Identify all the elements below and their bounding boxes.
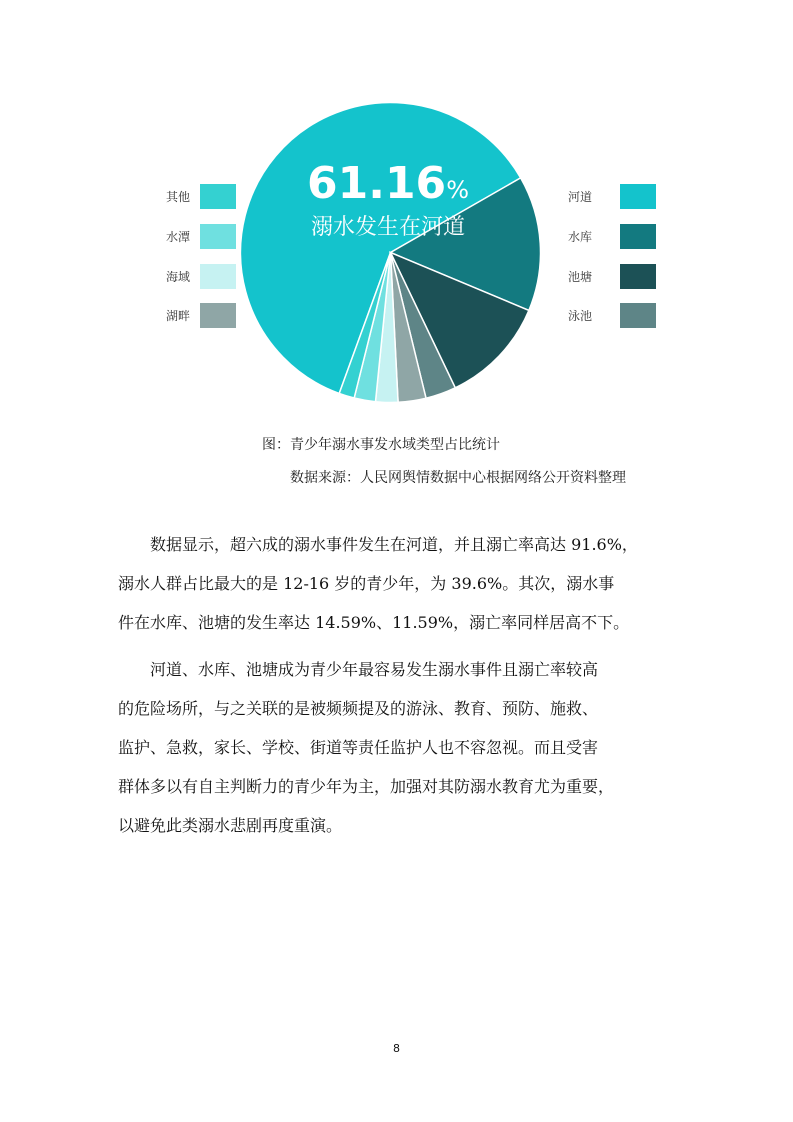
figure-caption: 图：青少年溺水事发水域类型占比统计 [262,437,500,453]
legend-swatch [200,184,236,209]
legend-swatch [620,224,656,249]
paragraph-1 [118,525,678,642]
legend-item-pool-pond [144,224,236,249]
legend-label: 池塘 [568,270,593,284]
pie-big-number: 61.16% [307,158,469,209]
legend-label: 湖畔 [165,309,190,323]
page-number: 8 [393,1042,400,1055]
legend-label: 海域 [165,270,190,284]
paragraph-line: 监护、急救，家长、学校、街道等责任监护人也不容忽视。而且受害 [118,738,599,757]
paragraph-line: 河道、水库、池塘成为青少年最容易发生溺水事件且溺亡率较高 [150,660,599,679]
legend-item-pond [568,264,656,289]
legend-label: 其他 [165,190,190,204]
paragraph-2 [118,650,678,845]
paragraph-line: 以避免此类溺水悲剧再度重演。 [118,816,343,835]
paragraph-line: 数据显示，超六成的溺水事件发生在河道，并且溺亡率高达 91.6%， [150,535,638,554]
paragraph-line: 群体多以有自主判断力的青少年为主，加强对其防溺水教育尤为重要， [118,777,615,796]
legend-swatch [620,184,656,209]
pie-big-label: 溺水发生在河道 [310,215,466,240]
legend-item-other [144,184,236,209]
legend-label: 水潭 [165,230,190,244]
legend-item-reservoir [568,224,656,249]
legend-swatch [200,224,236,249]
paragraph-line: 件在水库、池塘的发生率达 14.59%、11.59%，溺亡率同样居高不下。 [118,613,630,632]
legend-item-lakeside [144,303,236,328]
legend-swatch [620,264,656,289]
legend-swatch [200,264,236,289]
legend-item-sea [144,264,236,289]
legend-label: 泳池 [568,309,593,323]
legend-swatch [200,303,236,328]
legend-item-river [568,184,656,209]
legend-label: 河道 [568,190,593,204]
paragraph-line: 溺水人群占比最大的是 12-16 岁的青少年，为 39.6%。其次，溺水事 [118,574,615,593]
legend-swatch [620,303,656,328]
figure-source: 数据来源：人民网舆情数据中心根据网络公开资料整理 [290,470,626,486]
legend-item-swimming-pool [568,303,656,328]
pie-chart [238,100,543,405]
legend-label: 水库 [568,230,593,244]
paragraph-line: 的危险场所，与之关联的是被频频提及的游泳、教育、预防、施救、 [118,699,599,718]
